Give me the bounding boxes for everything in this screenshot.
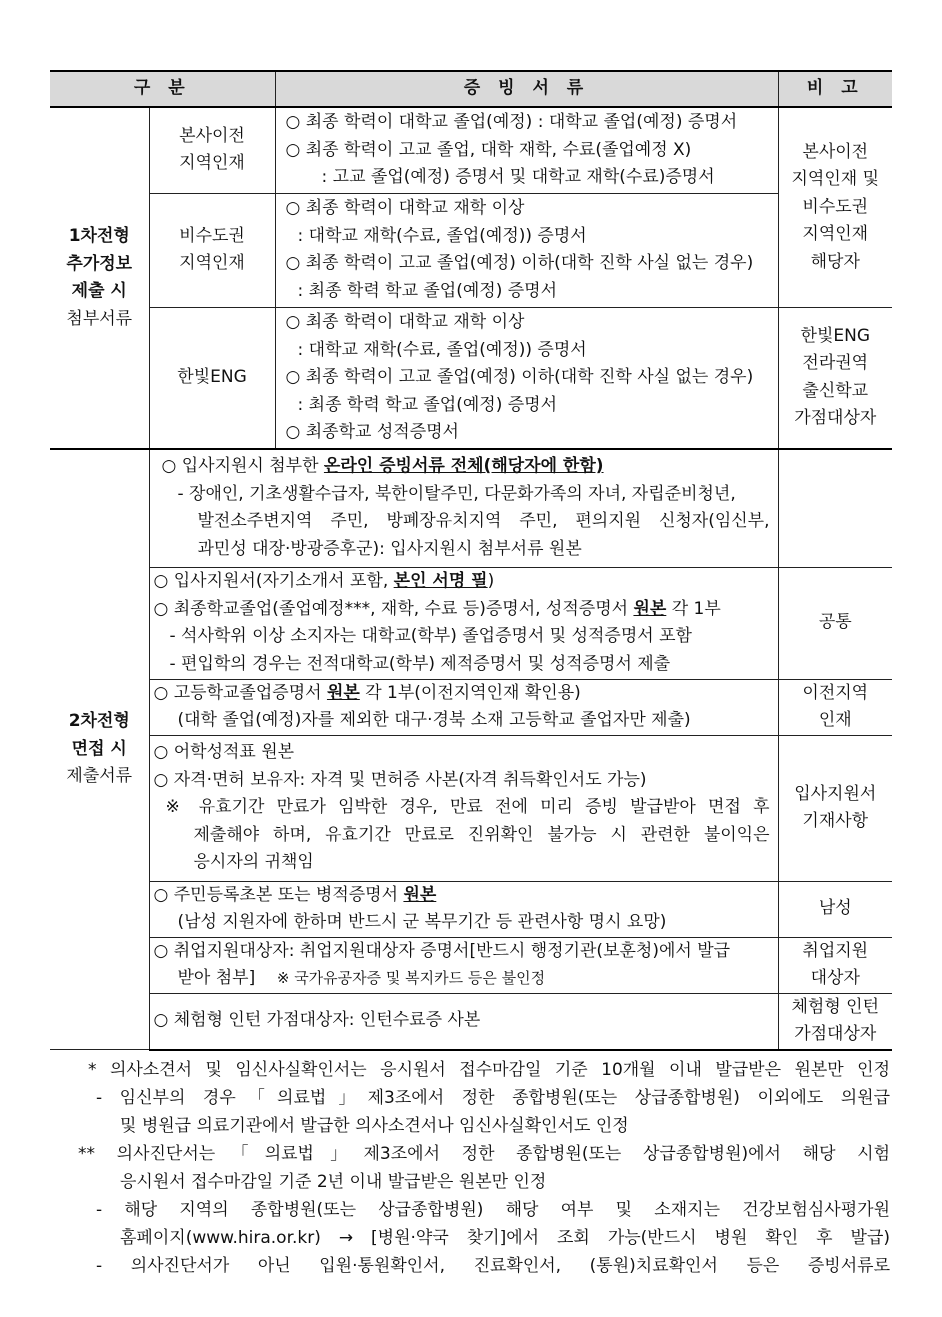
footnote-1-sub-2: 및 병원급 의료기관에서 발급한 의사소견서나 임신사실확인서도 인정 xyxy=(120,1116,629,1136)
stage2-row-intern xyxy=(50,993,892,1050)
footnote-2-sub-2: - 해당 지역의 종합병원(또는 상급종합병원) 해당 여부 및 소재지는 건강보험심사평가원 xyxy=(96,1200,890,1220)
stage2-common-docs: ○ 입사지원서(자기소개서 포함, 본인 서명 필) ○ 최종학교졸업(졸업예정***, 재학, 수료 등)증명서, 성적증명서 원본 각 1부 - 석사학위 이상 소지자는 대학교(학부) 졸업증명서 및 성적증명서 포함 - 편입학의 경우는 전적대학교(학부) 제적증명서 및 성적증명서 제출 xyxy=(149,567,778,679)
stage2-remark-male: 남성 xyxy=(778,881,892,937)
footnote-2-sub-3: 홈페이지(www.hira.or.kr) → [병원·약국 찾기]에서 조회 가능(반드시 병원 확인 후 발급) xyxy=(120,1228,890,1248)
stage2-remark-intern: 체험형 인턴 가점대상자 xyxy=(778,993,892,1050)
stage2-remark-common: 공통 xyxy=(778,567,892,679)
stage2-language-license-docs: ○ 어학성적표 원본 ○ 자격·면허 보유자: 자격 및 면허증 사본(자격 취득확인서도 가능) ※ 유효기간 만료가 임박한 경우, 만료 전에 미리 증빙 발급받아 면접 후 제출해야 하며, 유효기간 만료로 진위확인 불가능 시 관련한 불이익은 응시자의 귀책임 xyxy=(149,735,778,881)
stage1-docs-non-capital: ○ 최종 학력이 대학교 재학 이상 : 대학교 재학(수료, 졸업(예정)) 증명서 ○ 최종 학력이 고교 졸업(예정) 이하(대학 진학 사실 없는 경우) : 최종 학력 학교 졸업(예정) 증명서 xyxy=(275,193,778,307)
stage2-row-online-docs xyxy=(50,449,892,567)
stage2-online-docs: ○ 입사지원시 첨부한 온라인 증빙서류 전체(해당자에 한함) - 장애인, 기초생활수급자, 북한이탈주민, 다문화가족의 자녀, 자립준비청년, 발전소주변지역 주민, 방폐장유치지역 주민, 편의지원 신청자(임신부, 과민성 대장·방광증후군): 입사지원시 첨부서류 원본 xyxy=(149,449,778,567)
stage1-category-hanbit: 한빛ENG xyxy=(149,307,275,449)
stage2-remark-online-docs xyxy=(778,449,892,567)
stage1-remark-hanbit: 한빛ENG 전라권역 출신학교 가점대상자 xyxy=(778,307,892,449)
stage2-remark-employment-support: 취업지원 대상자 xyxy=(778,937,892,993)
stage1-remark-regional: 본사이전 지역인재 및 비수도권 지역인재 해당자 xyxy=(778,107,892,307)
stage1-title: 1차전형 추가정보 제출 시 첨부서류 xyxy=(50,107,149,449)
footnote-1-sub-1: - 임신부의 경우「의료법」제3조에서 정한 종합병원(또는 상급종합병원) 이외에도 의원급 xyxy=(96,1088,890,1108)
document-table xyxy=(50,70,892,1051)
stage2-resident-military-docs: ○ 주민등록초본 또는 병적증명서 원본 (남성 지원자에 한하며 반드시 군 복무기간 등 관련사항 명시 요망) xyxy=(149,881,778,937)
stage2-intern-docs: ○ 체험형 인턴 가점대상자: 인턴수료증 사본 xyxy=(149,993,778,1050)
stage2-row-language-license xyxy=(50,735,892,881)
header-category: 구 분 xyxy=(50,71,275,107)
stage2-row-employment-support xyxy=(50,937,892,993)
header-remarks: 비 고 xyxy=(778,71,892,107)
stage2-row-common xyxy=(50,567,892,679)
stage1-row-hanbit xyxy=(50,307,892,449)
stage1-category-relocation: 본사이전 지역인재 xyxy=(149,107,275,193)
stage1-row-non-capital xyxy=(50,193,892,307)
stage2-remark-language-license: 입사지원서 기재사항 xyxy=(778,735,892,881)
header-row xyxy=(50,71,892,107)
stage1-category-non-capital: 비수도권 지역인재 xyxy=(149,193,275,307)
stage2-row-high-school xyxy=(50,679,892,735)
stage2-row-resident-military xyxy=(50,881,892,937)
stage2-subtitle: 제출서류 xyxy=(66,766,133,787)
stage1-row-relocation xyxy=(50,107,892,193)
stage1-docs-hanbit: ○ 최종 학력이 대학교 재학 이상 : 대학교 재학(수료, 졸업(예정)) 증명서 ○ 최종 학력이 고교 졸업(예정) 이하(대학 진학 사실 없는 경우) : 최종 학력 학교 졸업(예정) 증명서 ○ 최종학교 성적증명서 xyxy=(275,307,778,449)
stage2-employment-support-docs: ○ 취업지원대상자: 취업지원대상자 증명서[반드시 행정기관(보훈청)에서 발급 받아 첨부] ※ 국가유공자증 및 복지카드 등은 불인정 xyxy=(149,937,778,993)
stage1-subtitle: 첨부서류 xyxy=(66,308,133,329)
footnote-2: ** 의사진단서는「의료법」제3조에서 정한 종합병원(또는 상급종합병원)에서 해당 시험 xyxy=(78,1144,890,1164)
footnote-2-sub-4: - 의사진단서가 아닌 입원·통원확인서, 진료확인서, (통원)치료확인서 등은 증빙서류로 xyxy=(96,1256,890,1276)
footnote-1: * 의사소견서 및 임신사실확인서는 응시원서 접수마감일 기준 10개월 이내 발급받은 원본만 인정 xyxy=(88,1060,890,1080)
stage2-title: 2차전형 면접 시 제출서류 xyxy=(50,449,149,1050)
header-documents: 증 빙 서 류 xyxy=(275,71,778,107)
footnotes xyxy=(70,1056,890,1280)
footnote-2-sub-1: 응시원서 접수마감일 기준 2년 이내 발급받은 원본만 인정 xyxy=(120,1172,547,1192)
stage2-remark-high-school: 이전지역 인재 xyxy=(778,679,892,735)
stage2-high-school-docs: ○ 고등학교졸업증명서 원본 각 1부(이전지역인재 확인용) (대학 졸업(예정)자를 제외한 대구·경북 소재 고등학교 졸업자만 제출) xyxy=(149,679,778,735)
stage1-docs-relocation: ○ 최종 학력이 대학교 졸업(예정) : 대학교 졸업(예정) 증명서 ○ 최종 학력이 고교 졸업, 대학 재학, 수료(졸업예정 X) : 고교 졸업(예정) 증명서 및 대학교 재학(수료)증명서 xyxy=(275,107,778,193)
